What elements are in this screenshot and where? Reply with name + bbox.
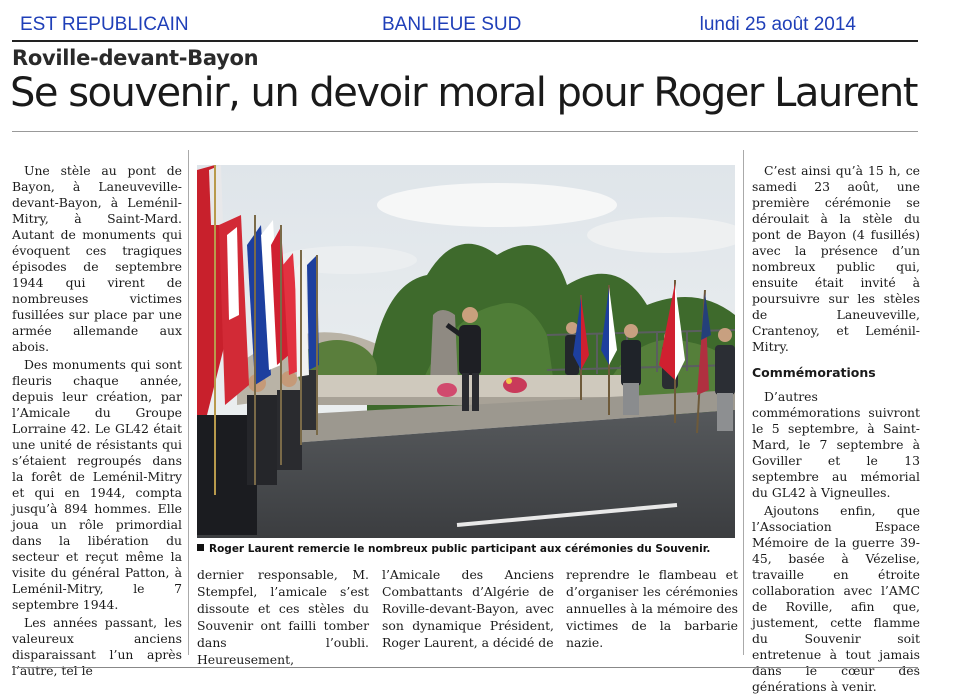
column-divider bbox=[188, 150, 189, 655]
headline-rule bbox=[12, 131, 918, 132]
paragraph: D’autres commémorations suivront le 5 septembre, à Saint-Mard, le 7 septembre à Goviller et le 13 septembre au mémorial du GL42 à Vigneulles. bbox=[752, 389, 920, 500]
paragraph: C’est ainsi qu’à 15 h, ce samedi 23 août, une première cérémonie se déroulait à la stèle du pont de Bayon (4 fusillés) avec la présence d’un nombreux public qui, ensuite était invité à poursuivre sur les stèles de Laneuveville, Crantenoy, et Leménil-Mitry. bbox=[752, 163, 920, 354]
article-headline: Se souvenir, un devoir moral pour Roger Laurent bbox=[10, 70, 917, 116]
paragraph: Une stèle au pont de Bayon, à Laneuveville-devant-Bayon, à Leménil-Mitry, à Saint-Mard. Autant de monuments qui évoquent ces tragiques épisodes de septembre 1944 qui virent de nombreuses victimes fusillées sur place par une armée allemande aux abois. bbox=[12, 163, 182, 354]
paragraph: Ajoutons enfin, que l’Association Espace Mémoire de la guerre 39-45, basée à Vézelise, travaille en étroite collaboration avec l’AMC de Roville, afin que, justement, cette flamme du Souvenir soit entretenue à tout jamais dans le cœur des générations à venir. bbox=[752, 503, 920, 694]
photo-caption bbox=[197, 543, 737, 555]
caption-square-icon bbox=[197, 544, 204, 551]
article-column-3: l’Amicale des Anciens Combattants d’Algérie de Roville-devant-Bayon, avec son dynamique Président, Roger Laurent, a décidé de bbox=[382, 567, 554, 650]
newspaper-name: EST REPUBLICAIN bbox=[20, 14, 189, 35]
paragraph: Des monuments qui sont fleuris chaque année, depuis leur création, par l’Amicale du Groupe Lorraine 42. Le GL42 était une unité de résistants qui s’étaient regroupés dans la forêt de Leménil-Mitry et qui en 1944, compta jusqu’à 894 hommes. Elle joua un rôle primordial dans la libération du secteur et reçut même la visite du général Patton, à Leménil-Mitry, le 7 septembre 1944. bbox=[12, 357, 182, 612]
section-name: BANLIEUE SUD bbox=[382, 14, 522, 35]
ceremony-photo bbox=[197, 165, 735, 538]
paragraph: Les années passant, les valeureux anciens disparaissant l’un après l’autre, tel le bbox=[12, 615, 182, 678]
article-column-2: dernier responsable, M. Stempfel, l’amicale s’est dissoute et ces stèles du Souvenir ont failli tomber dans l’oubli. Heureusement, bbox=[197, 567, 369, 667]
caption-text: Roger Laurent remercie le nombreux public participant aux cérémonies du Souvenir. bbox=[209, 543, 711, 555]
subheading: Commémorations bbox=[752, 365, 876, 380]
publication-date: lundi 25 août 2014 bbox=[699, 14, 856, 35]
bottom-rule bbox=[12, 667, 918, 668]
newspaper-header bbox=[12, 6, 918, 42]
article-column-right bbox=[752, 163, 920, 695]
article-kicker: Roville-devant-Bayon bbox=[12, 46, 259, 70]
article-column-1 bbox=[12, 163, 182, 679]
column-divider bbox=[743, 150, 744, 655]
article-column-4: reprendre le flambeau et d’organiser les cérémonies annuelles à la mémoire des victimes de la barbarie nazie. bbox=[566, 567, 738, 650]
